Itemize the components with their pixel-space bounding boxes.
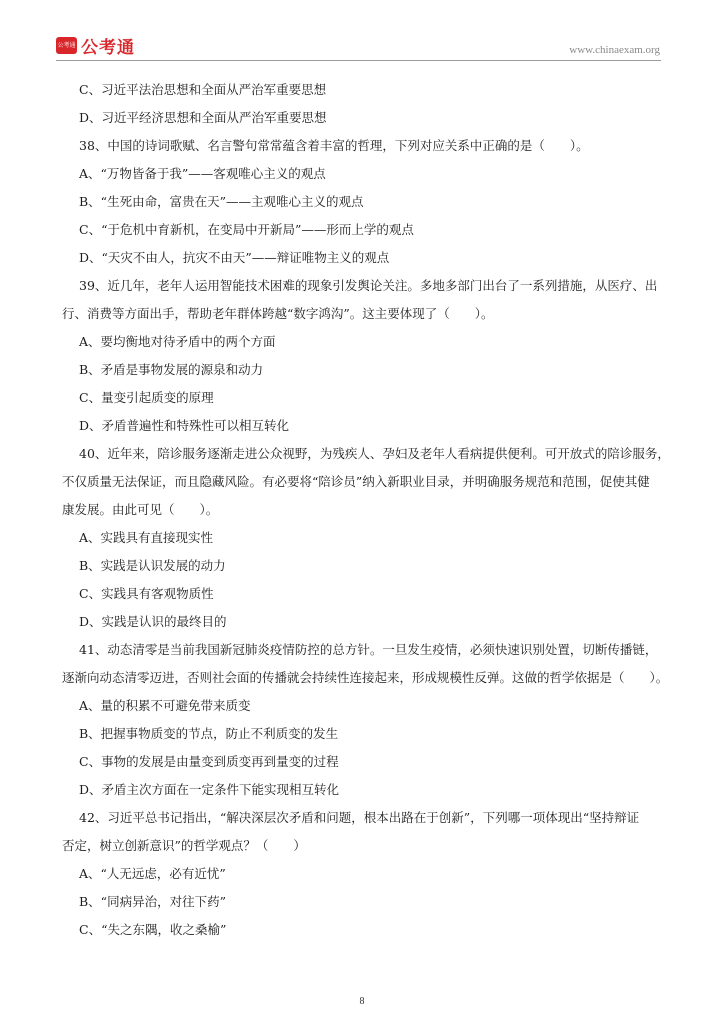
question-text: 42、习近平总书记指出，“解决深层次矛盾和问题，根本出路在于创新”，下列哪一项体现出“坚持辩证 [79, 810, 640, 825]
answer-option: A、“万物皆备于我”——客观唯心主义的观点 [79, 166, 326, 181]
answer-option: D、矛盾主次方面在一定条件下能实现相互转化 [79, 782, 340, 797]
answer-option: A、“人无远虑，必有近忧” [79, 866, 226, 881]
question-text-continued: 否定，树立创新意识”的哲学观点？（ ） [62, 838, 306, 853]
question-text-continued: 行、消费等方面出手，帮助老年群体跨越“数字鸿沟”。这主要体现了（ ）。 [62, 306, 494, 321]
answer-option: D、实践是认识的最终目的 [79, 614, 227, 629]
answer-option: B、“同病异治，对往下药” [79, 894, 226, 909]
question-text-continued: 逐渐向动态清零迈进，否则社会面的传播就会持续性连接起来，形成规模性反弹。这做的哲学依据是（ ）。 [62, 670, 669, 685]
site-url: www.chinaexam.org [569, 44, 660, 56]
site-logo[interactable] [56, 33, 135, 58]
answer-option: C、量变引起质变的原理 [79, 390, 214, 405]
question-text-continued: 康发展。由此可见（ ）。 [62, 502, 219, 517]
answer-option: C、事物的发展是由量变到质变再到量变的过程 [79, 754, 339, 769]
logo-badge-icon: 公考通 [56, 37, 77, 54]
answer-option: D、习近平经济思想和全面从严治军重要思想 [79, 110, 327, 125]
answer-option: C、“于危机中育新机，在变局中开新局”——形而上学的观点 [79, 222, 414, 237]
question-text: 39、近几年，老年人运用智能技术困难的现象引发舆论关注。多地多部门出台了一系列措施，从医疗、出 [79, 278, 658, 293]
answer-option: A、要均衡地对待矛盾中的两个方面 [79, 334, 276, 349]
question-text: 40、近年来，陪诊服务逐渐走进公众视野，为残疾人、孕妇及老年人看病提供便利。可开放式的陪诊服务， [79, 446, 670, 461]
answer-option: D、“天灾不由人，抗灾不由天”——辩证唯物主义的观点 [79, 250, 390, 265]
answer-option: B、把握事物质变的节点，防止不利质变的发生 [79, 726, 339, 741]
answer-option: C、习近平法治思想和全面从严治军重要思想 [79, 82, 327, 97]
page-number: 8 [359, 996, 365, 1007]
question-text: 38、中国的诗词歌赋、名言警句常常蕴含着丰富的哲理，下列对应关系中正确的是（ ）。 [79, 138, 589, 153]
answer-option: D、矛盾普遍性和特殊性可以相互转化 [79, 418, 290, 433]
question-text: 41、动态清零是当前我国新冠肺炎疫情防控的总方针。一旦发生疫情，必须快速识别处置，切断传播链， [79, 642, 658, 657]
answer-option: C、实践具有客观物质性 [79, 586, 214, 601]
question-text-continued: 不仅质量无法保证，而且隐藏风险。有必要将“陪诊员”纳入新职业目录，并明确服务规范和范围，促使其健 [62, 474, 650, 489]
header-divider [56, 60, 661, 61]
logo-text: 公考通 [81, 38, 135, 58]
page-header [0, 0, 724, 64]
answer-option: A、量的积累不可避免带来质变 [79, 698, 251, 713]
answer-option: B、矛盾是事物发展的源泉和动力 [79, 362, 264, 377]
answer-option: A、实践具有直接现实性 [79, 530, 214, 545]
document-body [62, 76, 670, 944]
answer-option: B、实践是认识发展的动力 [79, 558, 226, 573]
answer-option: B、“生死由命，富贵在天”——主观唯心主义的观点 [79, 194, 364, 209]
answer-option: C、“失之东隅，收之桑榆” [79, 922, 227, 937]
